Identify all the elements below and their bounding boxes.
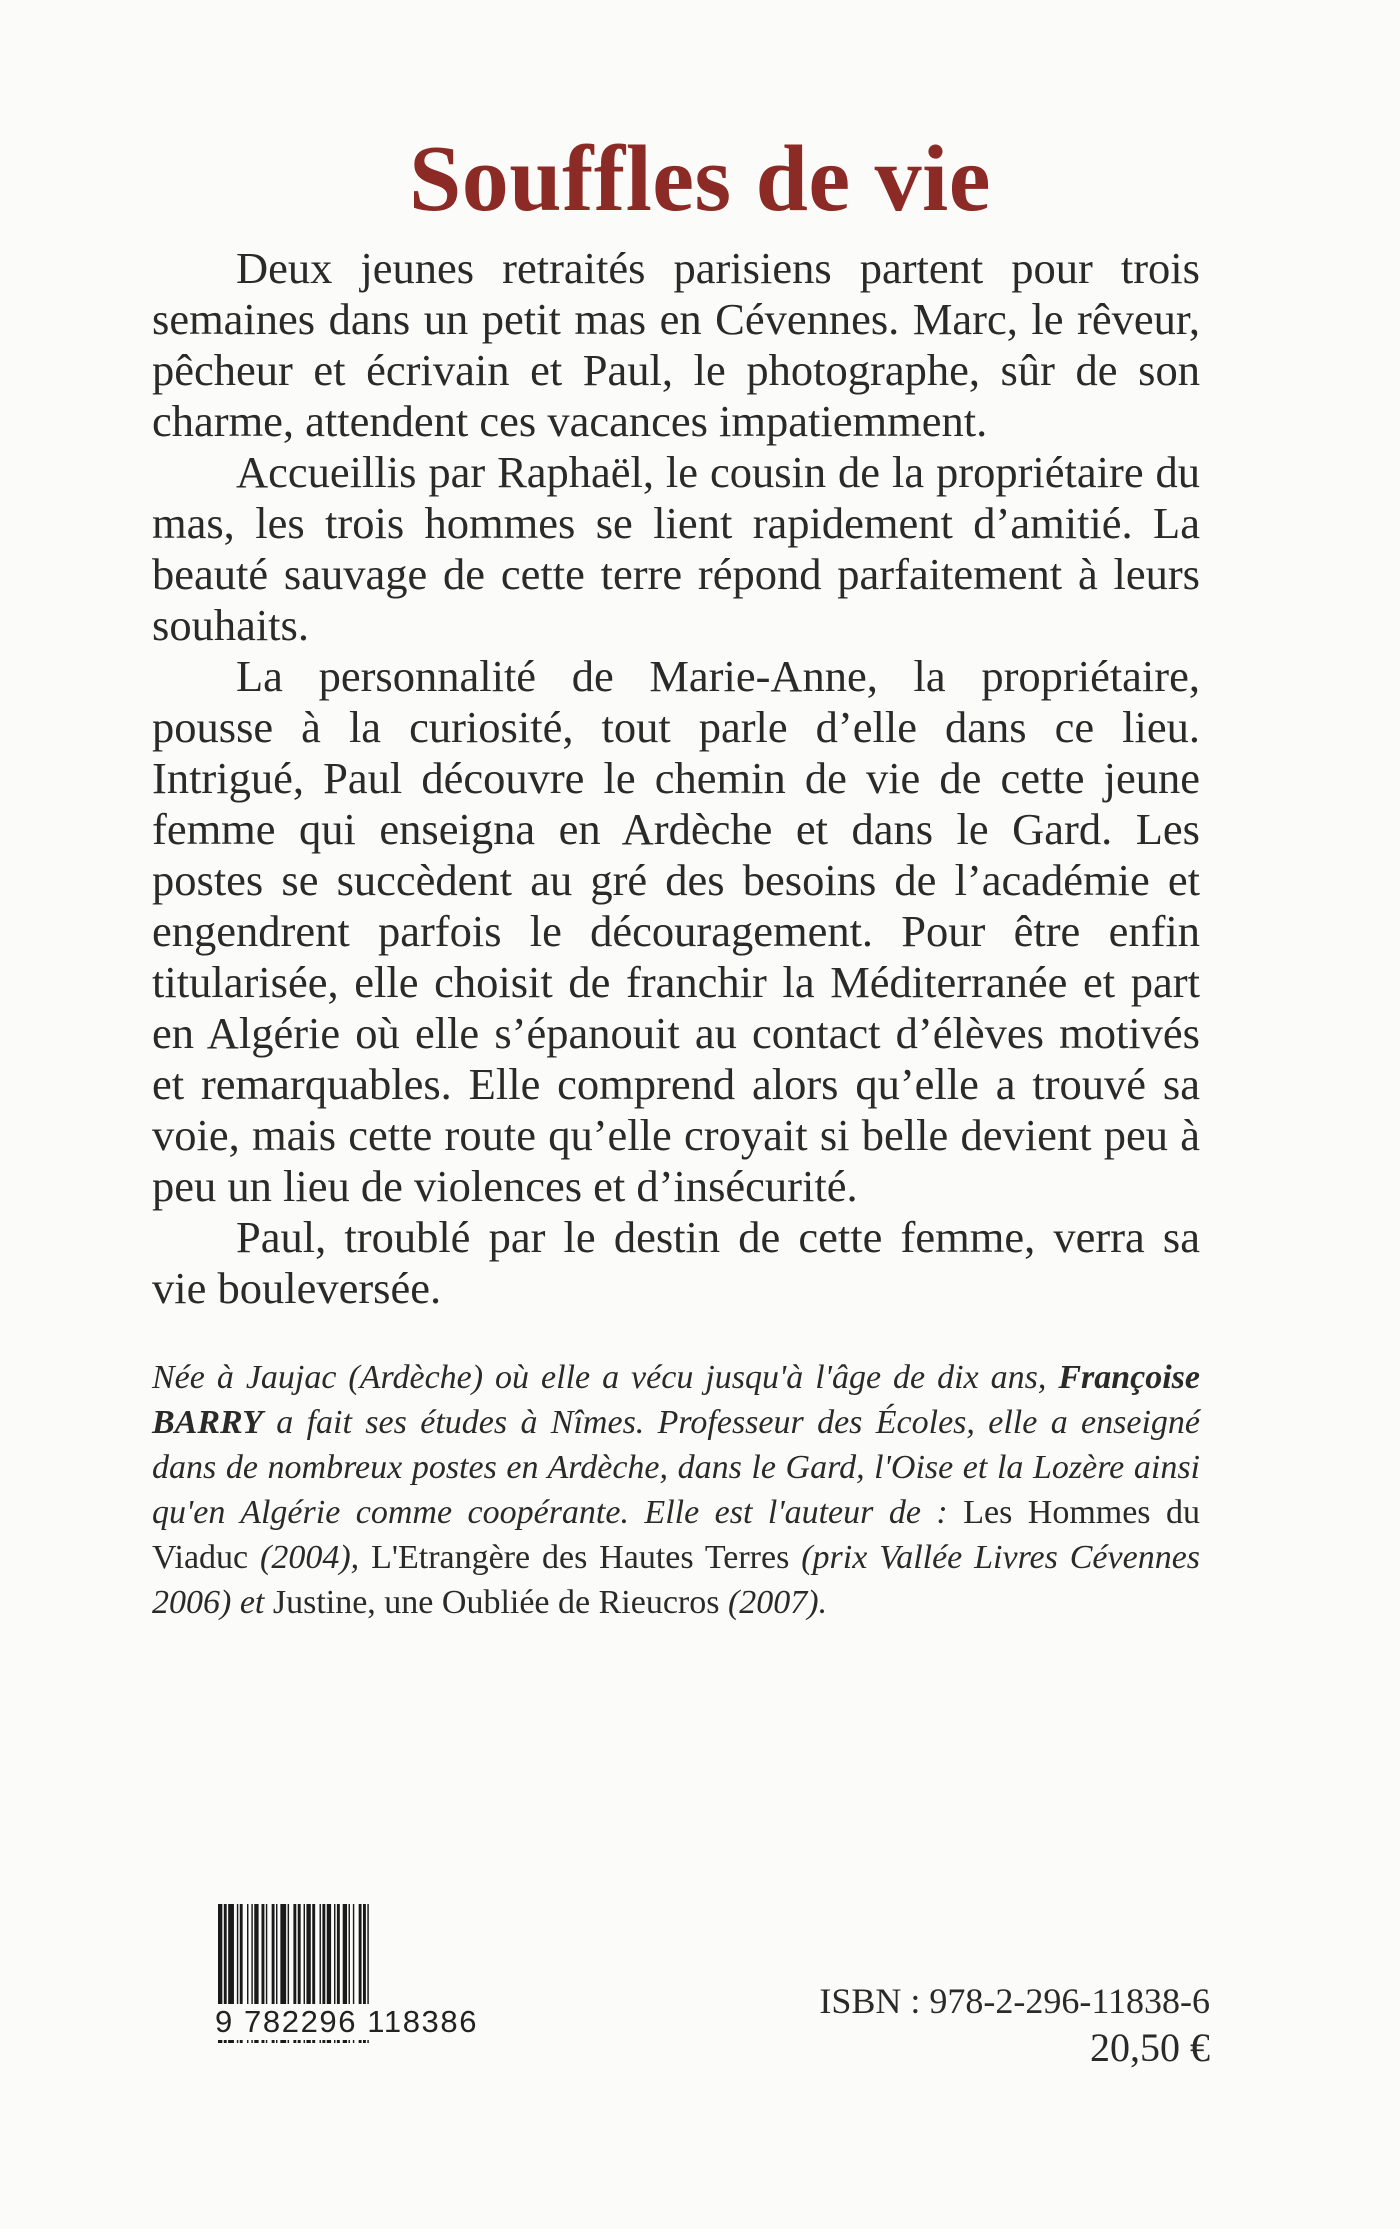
summary-paragraph: La personnalité de Marie-Anne, la propriétaire, pousse à la curiosité, tout parle d’elle dans ce lieu. Intrigué, Paul découvre le chemin de vie de cette jeune femme qui enseigna en Ardèche et dans le Gard. Les postes se succèdent au gré des besoins de l’académie et engendrent parfois le découragement. Pour être enfin titularisée, elle choisit de franchir la Méditerranée et part en Algérie où elle s’épanouit au contact d’élèves motivés et remarquables. Elle comprend alors qu’elle a trouvé sa voie, mais cette route qu’elle croyait si belle devient peu à peu un lieu de violences et d’insécurité. bbox=[152, 651, 1200, 1211]
isbn: ISBN : 978-2-296-11838-6 bbox=[819, 1981, 1210, 2021]
summary-paragraph: Paul, troublé par le destin de cette femme, verra sa vie bouleversée. bbox=[152, 1212, 1200, 1313]
book-prize: (prix Vallée Livres Cévennes 2006) et bbox=[152, 1539, 1201, 1621]
book-title-1: Les Hommes du Viaduc bbox=[152, 1494, 1200, 1576]
author-bio bbox=[152, 1355, 1200, 1625]
book-title: Souffles de vie bbox=[409, 126, 991, 231]
barcode-digits: 9 782296 118386 bbox=[215, 2004, 485, 2040]
summary-paragraph: Deux jeunes retraités parisiens partent pour trois semaines dans un petit mas en Cévennes. Marc, le rêveur, pêcheur et écrivain et Paul, le photographe, sûr de son charme, attendent ces vacances impatiemment. bbox=[152, 243, 1200, 446]
book-year-3: (2007). bbox=[727, 1584, 828, 1621]
book-year-1: (2004), bbox=[260, 1539, 360, 1576]
author-name: Françoise BARRY bbox=[152, 1359, 1201, 1441]
summary-paragraph: Accueillis par Raphaël, le cousin de la propriétaire du mas, les trois hommes se lient rapidement d’amitié. La beauté sauvage de cette terre répond parfaitement à leurs souhaits. bbox=[152, 447, 1200, 650]
price: 20,50 € bbox=[1090, 2025, 1210, 2070]
book-title-2: L'Etrangère des Hautes Terres bbox=[371, 1539, 790, 1576]
bio-middle: a fait ses études à Nîmes. Professeur des Écoles, elle a enseigné dans de nombreux postes en Ardèche, dans le Gard, l'Oise et la Lozère ainsi qu'en Algérie comme coopérante. Elle est l'auteur de : bbox=[152, 1404, 1201, 1531]
book-title-3: Justine, une Oubliée de Rieucros bbox=[272, 1584, 720, 1621]
book-summary bbox=[152, 243, 1200, 1314]
bio-intro: Née à Jaujac (Ardèche) où elle a vécu jusqu'à l'âge de dix ans, bbox=[152, 1359, 1047, 1396]
